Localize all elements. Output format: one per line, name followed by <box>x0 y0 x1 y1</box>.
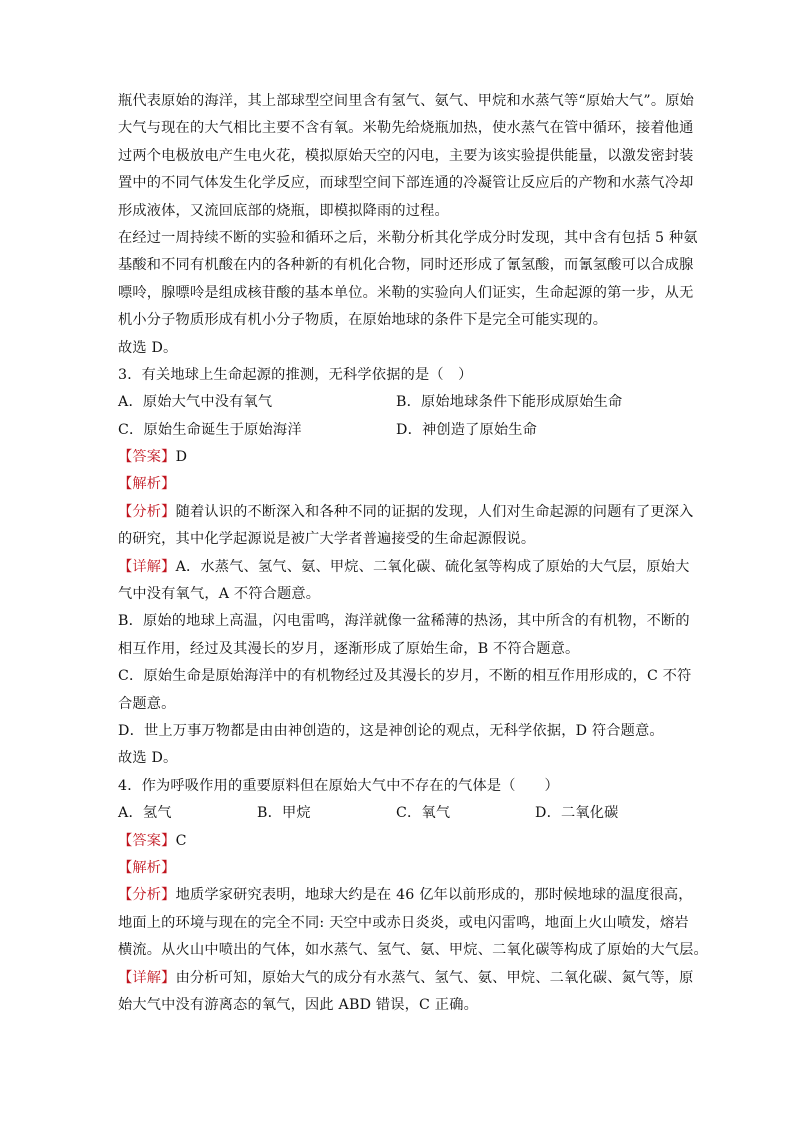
fenxi-tag: 【分析】 <box>118 503 176 520</box>
option-c: C．氧气 <box>396 805 451 822</box>
detail-text: 气中没有氧气，A 不符合题意。 <box>118 586 321 603</box>
fenxi-text: 地面上的环境与现在的完全不同: 天空中或赤日炎炎，或电闪雷鸣，地面上火山喷发，熔岩 <box>118 914 689 931</box>
detail-text: C．原始生命是原始海洋中的有机物经过及其漫长的岁月，不断的相互作用形成的，C 不符 <box>118 668 692 685</box>
answer-line <box>118 828 678 855</box>
option-d: D．二氧化碳 <box>535 805 619 822</box>
document-page <box>118 88 708 1019</box>
detail-text: A．水蒸气、氢气、氨、甲烷、二氧化碳、硫化氢等构成了原始的大气层，原始大 <box>175 558 690 575</box>
fenxi-text: 横流。从火山中喷出的气体，如水蒸气、氢气、氨、甲烷、二氧化碳等构成了原始的大气层。 <box>118 942 708 959</box>
answer-value: C <box>175 832 187 849</box>
intro-line: 形成液体，又流回底部的烧瓶，即模拟降雨的过程。 <box>118 202 449 219</box>
detail-text: 合题意。 <box>118 695 176 712</box>
detail-text: D．世上万事万物都是由由神创造的，这是神创论的观点，无科学依据，D 符合题意。 <box>118 722 664 739</box>
detail-line <box>118 554 690 581</box>
fenxi-tag: 【分析】 <box>118 887 176 904</box>
detail-text: 相互作用，经过及其漫长的岁月，逐渐形成了原始生命，B 不符合题意。 <box>118 640 580 657</box>
intro-line: 大气与现在的大气相比主要不含有氧。米勒先给烧瓶加热，使水蒸气在管中循环，接着他通 <box>118 120 694 137</box>
detail-conclusion: 故选 D。 <box>118 750 178 767</box>
option-row <box>118 800 678 827</box>
question-stem: 3．有关地球上生命起源的推测，无科学依据的是（ ） <box>118 366 473 383</box>
intro-line: 机小分子物质形成有机小分子物质，在原始地球的条件下是完全可能实现的。 <box>118 312 608 329</box>
fenxi-text: 随着认识的不断深入和各种不同的证据的发现，人们对生命起源的问题有了更深入 <box>175 503 694 520</box>
analysis-tag: 【解析】 <box>118 859 176 876</box>
fenxi-line <box>118 499 694 526</box>
detail-text: 由分析可知，原始大气的成分有水蒸气、氢气、氨、甲烷、二氧化碳、氮气等，原 <box>175 969 694 986</box>
fenxi-text: 的研究，其中化学起源说是被广大学者普遍接受的生命起源假说。 <box>118 531 536 548</box>
intro-line: 在经过一周持续不断的实验和循环之后，米勒分析其化学成分时发现，其中含有包括 5 种氨 <box>118 229 698 246</box>
option-a: A．氢气 <box>118 805 172 822</box>
option-a: A．原始大气中没有氧气 <box>118 394 273 411</box>
detail-tag: 【详解】 <box>118 969 176 986</box>
detail-text: 始大气中没有游离态的氧气，因此 ABD 错误，C 正确。 <box>118 996 478 1013</box>
answer-tag: 【答案】 <box>118 832 176 849</box>
intro-block <box>118 88 698 362</box>
option-d: D．神创造了原始生命 <box>396 421 538 438</box>
detail-line <box>118 965 694 992</box>
analysis-tag: 【解析】 <box>118 476 176 493</box>
intro-conclusion: 故选 D。 <box>118 339 178 356</box>
option-c: C．原始生命诞生于原始海洋 <box>118 421 302 438</box>
answer-tag: 【答案】 <box>118 449 176 466</box>
intro-line: 过两个电极放电产生电火花，模拟原始天空的闪电，主要为该实验提供能量，以激发密封装 <box>118 147 694 164</box>
intro-line: 基酸和不同有机酸在内的各种新的有机化合物，同时还形成了氰氢酸，而氰氢酸可以合成腺 <box>118 257 694 274</box>
answer-value: D <box>175 449 188 466</box>
fenxi-text: 地质学家研究表明，地球大约是在 46 亿年以前形成的，那时候地球的温度很高， <box>175 887 693 904</box>
detail-tag: 【详解】 <box>118 558 176 575</box>
option-row <box>118 417 678 444</box>
option-b: B．甲烷 <box>257 805 311 822</box>
detail-text: B．原始的地球上高温，闪电雷鸣，海洋就像一盆稀薄的热汤，其中所含的有机物，不断的 <box>118 613 690 630</box>
question-stem: 4．作为呼吸作用的重要原料但在原始大气中不存在的气体是（ ） <box>118 777 559 794</box>
fenxi-line <box>118 882 693 909</box>
option-row <box>118 389 678 416</box>
intro-line: 置中的不同气体发生化学反应，而球型空间下部连通的冷凝管让反应后的产物和水蒸气冷却 <box>118 175 694 192</box>
question-4 <box>118 773 708 1020</box>
question-3 <box>118 362 694 773</box>
intro-line: 瓶代表原始的海洋，其上部球型空间里含有氢气、氨气、甲烷和水蒸气等“原始大气”。原始 <box>118 93 695 109</box>
intro-line: 嘌呤，腺嘌呤是组成核苷酸的基本单位。米勒的实验向人们证实，生命起源的第一步，从无 <box>118 284 694 301</box>
answer-line <box>118 444 678 471</box>
option-b: B．原始地球条件下能形成原始生命 <box>396 394 623 411</box>
